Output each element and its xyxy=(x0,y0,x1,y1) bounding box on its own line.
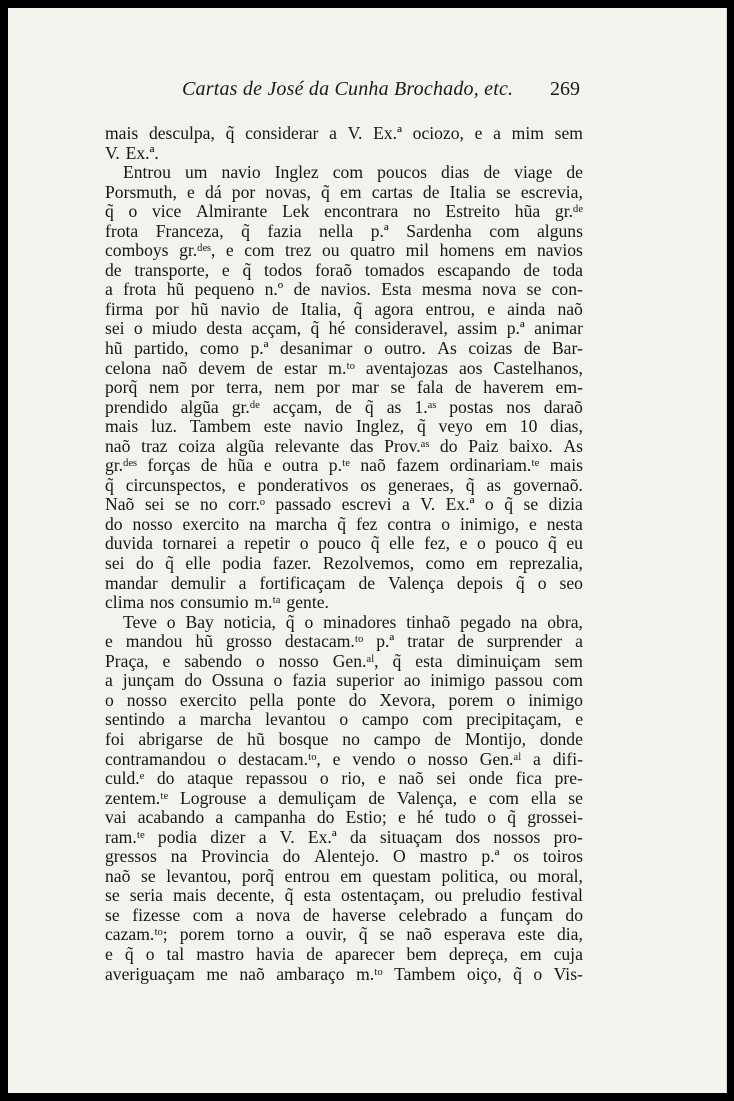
text-line: gressos na Provincia do Alentejo. O mastro p.ª os toiros xyxy=(105,846,583,867)
text-line: foi abrigarse de hũ bosque no campo de Montijo, donde xyxy=(105,728,583,749)
text-line: Entrou um navio Inglez com poucos dias de viage de xyxy=(123,162,583,183)
text-line: a junçam do Ossuna o fazia superior ao inimigo passou com xyxy=(105,670,583,691)
text-line: Porsmuth, e dá por novas, q̃ em cartas de Italia se escrevia, xyxy=(105,181,583,202)
text-line: a frota hũ pequeno n.º de navios. Esta mesma nova se con- xyxy=(105,279,583,300)
text-line: clima nos consumio m.ᵗᵃ gente. xyxy=(105,592,329,613)
text-line: q̃ o vice Almirante Lek encontrara no Estreito hũa gr.ᵈᵉ xyxy=(105,201,583,222)
text-line: zentem.ᵗᵉ Logrouse a demuliçam de Valença, e com ella se xyxy=(105,787,583,808)
text-line: mais luz. Tambem este navio Inglez, q̃ veyo em 10 dias, xyxy=(105,416,583,437)
text-line: se seria mais decente, q̃ esta ostentaçam, ou preludio festival xyxy=(105,885,583,906)
text-line: o nosso exercito pella ponte do Xevora, porem o inimigo xyxy=(105,689,583,710)
text-line: hũ partido, como p.ª desanimar o outro. As coizas de Bar- xyxy=(105,338,583,359)
book-page xyxy=(8,8,727,1093)
text-line: frota Franceza, q̃ fazia nella p.ª Sardenha com alguns xyxy=(105,220,583,241)
text-line: duvida tornarei a repetir o pouco q̃ elle fez, e o pouco q̃ eu xyxy=(105,533,583,554)
text-line: de transporte, e q̃ todos foraõ tomados escapando de toda xyxy=(105,259,583,280)
text-line: cazam.ᵗᵒ; porem torno a ouvir, q̃ se naõ esperava este dia, xyxy=(105,924,583,945)
text-line: se fizesse com a nova de haverse celebrado a funçam do xyxy=(105,904,583,925)
text-line: culd.ᵉ do ataque repassou o rio, e naõ sei onde fica pre- xyxy=(105,768,583,789)
text-line: mais desculpa, q̃ considerar a V. Ex.ª ociozo, e a mim sem xyxy=(105,123,583,143)
text-line: q̃ circunspectos, e ponderativos os generaes, q̃ as governaõ. xyxy=(105,474,583,495)
running-head xyxy=(182,78,582,108)
text-line: vai acabando a campanha do Estio; e hé tudo o q̃ grossei- xyxy=(105,807,583,828)
text-line: averiguaçam me naõ ambaraço m.ᵗᵒ Tambem oiço, q̃ o Vis- xyxy=(105,963,583,984)
text-line: comboys gr.ᵈᵉˢ, e com trez ou quatro mil homens em navios xyxy=(105,240,583,261)
text-line: naõ se levantou, porq̃ entrou em questam politica, ou moral, xyxy=(105,865,583,886)
text-line: V. Ex.ª. xyxy=(105,142,159,163)
text-line: sei o miudo desta acçam, q̃ hé consideravel, assim p.ª animar xyxy=(105,318,583,339)
text-line: firma por hũ navio de Italia, q̃ agora entrou, e ainda naõ xyxy=(105,298,583,319)
text-line: contramandou o destacam.ᵗᵒ, e vendo o nosso Gen.ᵃˡ a difi- xyxy=(105,748,583,769)
text-line: prendido algũa gr.ᵈᵉ acçam, de q̃ as 1.ᵃˢ postas nos daraõ xyxy=(105,396,583,417)
text-line: ram.ᵗᵉ podia dizer a V. Ex.ª da situaçam dos nossos pro- xyxy=(105,826,583,847)
text-line: Praça, e sabendo o nosso Gen.ᵃˡ, q̃ esta diminuiçam sem xyxy=(105,650,583,671)
text-line: sei do q̃ elle podia fazer. Rezolvemos, como em reprezalia, xyxy=(105,553,583,574)
text-line: Teve o Bay noticia, q̃ o minadores tinhaõ pegado na obra, xyxy=(123,611,583,632)
running-title: Cartas de José da Cunha Brochado, etc. xyxy=(182,78,514,100)
text-line: e mandou hũ grosso destacam.ᵗᵒ p.ª tratar de surprender a xyxy=(105,631,583,652)
page-number: 269 xyxy=(550,78,580,100)
text-line: porq̃ nem por terra, nem por mar se fala de haverem em- xyxy=(105,377,583,398)
text-line: sentindo a marcha levantou o campo com precipitaçam, e xyxy=(105,709,583,730)
text-line: naõ traz coiza algũa relevante das Prov.ᵃˢ do Paiz baixo. As xyxy=(105,435,583,456)
text-line: do nosso exercito na marcha q̃ fez contra o inimigo, e nesta xyxy=(105,513,583,534)
text-line: e q̃ o tal mastro havia de aparecer bem depreça, em cuja xyxy=(105,943,583,964)
text-line: gr.ᵈᵉˢ forças de hũa e outra p.ᵗᵉ naõ fazem ordinariam.ᵗᵉ mais xyxy=(105,455,583,476)
text-line: mandar demulir a fortificaçam de Valença depois q̃ o seo xyxy=(105,572,583,593)
body-text xyxy=(105,124,583,984)
text-line: celona naõ devem de estar m.ᵗᵒ aventajozas aos Castelhanos, xyxy=(105,357,583,378)
text-line: Naõ sei se no corr.ᵒ passado escrevi a V. Ex.ª o q̃ se dizia xyxy=(105,494,583,515)
